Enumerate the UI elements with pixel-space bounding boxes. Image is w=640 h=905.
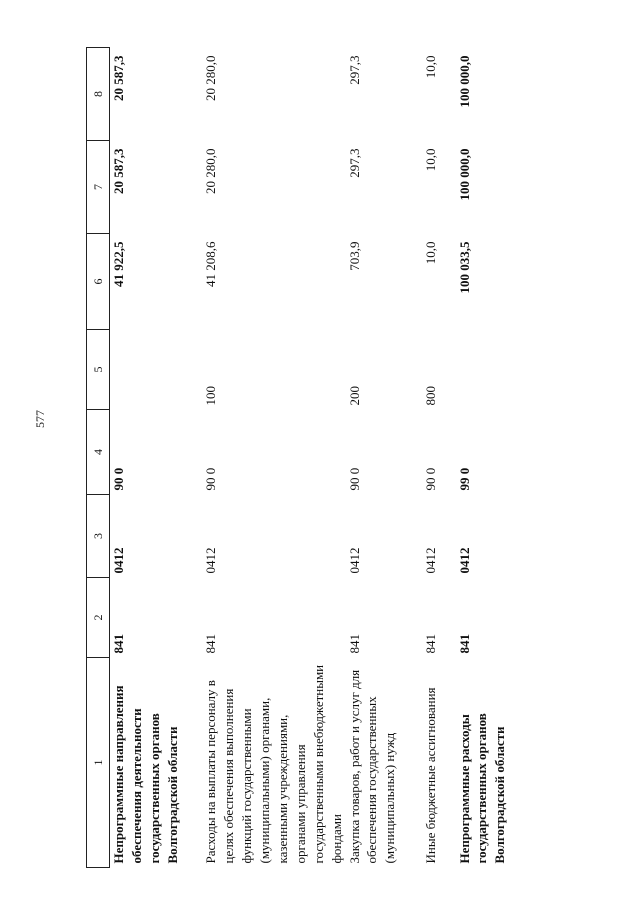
column-header: 7: [87, 141, 110, 234]
budget-table-rotated: [86, 48, 526, 868]
row-grbs: 841: [111, 634, 126, 654]
row-sum-7: 10,0: [422, 148, 438, 172]
row-sum-8: 100 000,0: [456, 55, 472, 108]
table-row: [202, 48, 346, 868]
row-sum-6: 10,0: [422, 241, 438, 265]
row-section: 0412: [111, 547, 126, 574]
row-vr: 800: [422, 386, 438, 406]
column-header: 6: [87, 234, 110, 330]
row-grbs: 841: [456, 634, 472, 654]
table-row: [346, 48, 422, 868]
row-sum-6: 41 922,5: [111, 241, 126, 287]
row-vr: 100: [203, 386, 218, 406]
page-number: 577: [33, 410, 47, 428]
row-sum-8: 297,3: [346, 55, 362, 85]
row-target: 99 0: [456, 467, 472, 491]
row-section: 0412: [456, 547, 472, 574]
row-vr: 200: [346, 386, 362, 406]
row-sum-7: 20 280,0: [203, 148, 218, 194]
table-row: [456, 48, 530, 868]
row-vr: [110, 330, 203, 410]
row-vr: [456, 330, 530, 410]
row-sum-8: 20 280,0: [203, 55, 218, 101]
row-sum-7: 297,3: [346, 148, 362, 178]
row-grbs: 841: [346, 634, 362, 654]
row-target: 90 0: [111, 467, 126, 491]
row-sum-6: 41 208,6: [203, 241, 218, 287]
row-name: Непрограммные расходы государственных органов Волгоградской области: [456, 713, 508, 864]
row-target: 90 0: [346, 467, 362, 491]
row-name: Расходы на выплаты персоналу в целях обеспечения выполнения функций государственными (муниципальными) органами, казенными учреждениями, органами управления государственными внебюджетными фондами: [203, 664, 344, 864]
column-number-row: [87, 48, 110, 868]
column-header: 8: [87, 48, 110, 141]
row-sum-6: 703,9: [346, 241, 362, 271]
column-header: 5: [87, 330, 110, 410]
row-grbs: 841: [203, 634, 218, 654]
row-section: 0412: [203, 547, 218, 574]
row-name: Непрограммные направления обеспечения деятельности государственных органов Волгоградской области: [111, 685, 180, 864]
row-name: Закупка товаров, работ и услуг для обеспечения государственных (муниципальных) нужд: [346, 669, 398, 864]
row-sum-6: 100 033,5: [456, 241, 472, 294]
column-header: 2: [87, 578, 110, 658]
row-sum-7: 20 587,3: [111, 148, 126, 194]
row-section: 0412: [422, 547, 438, 574]
row-section: 0412: [346, 547, 362, 574]
column-header: 1: [87, 658, 110, 868]
row-target: 90 0: [203, 467, 218, 491]
table-row: [422, 48, 456, 868]
row-grbs: 841: [422, 634, 438, 654]
row-sum-7: 100 000,0: [456, 148, 472, 201]
row-target: 90 0: [422, 467, 438, 491]
column-header: 3: [87, 495, 110, 578]
budget-table: [86, 47, 530, 868]
row-sum-8: 20 587,3: [111, 55, 126, 101]
row-name: Иные бюджетные ассигнования: [422, 687, 438, 864]
row-sum-8: 10,0: [422, 55, 438, 79]
table-row: [110, 48, 203, 868]
column-header: 4: [87, 410, 110, 495]
